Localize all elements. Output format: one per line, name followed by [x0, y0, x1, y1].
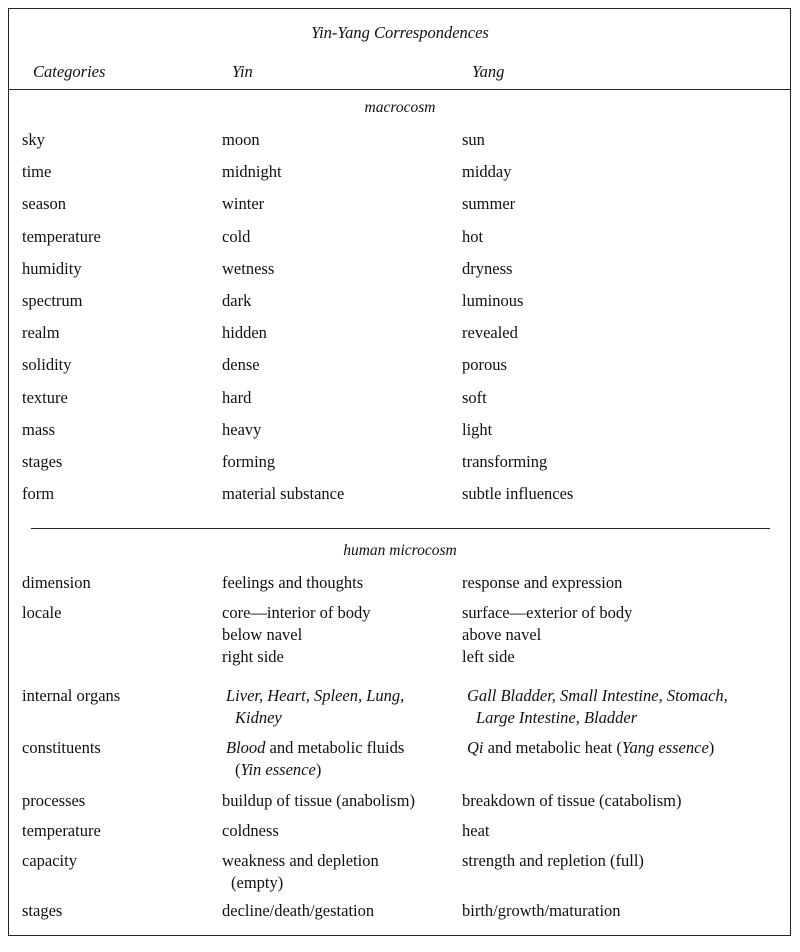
yang-cell: Qi and metabolic heat (Yang essence) [467, 738, 715, 757]
yin-line: (empty) [231, 873, 284, 892]
yin-cell: heavy [222, 419, 262, 439]
yin-cell: hard [222, 387, 252, 407]
yang-cell: light [462, 419, 493, 439]
yin-line: right side [222, 647, 284, 666]
yin-cell: hidden [222, 323, 267, 343]
yang-cell [462, 602, 632, 668]
section-rule [31, 528, 770, 529]
yin-cell: forming [222, 452, 276, 471]
header-yang: Yang [472, 62, 505, 81]
category-cell: mass [22, 419, 55, 439]
category-cell: sky [22, 130, 45, 149]
yin-cell [222, 850, 379, 894]
yang-cell: heat [462, 821, 490, 840]
yin-cell: winter [222, 194, 265, 214]
header-rule [9, 89, 790, 90]
category-cell: processes [22, 791, 86, 810]
yang-cell: midday [462, 162, 512, 182]
category-cell: temperature [22, 226, 101, 246]
category-cell: capacity [22, 851, 77, 870]
category-cell: form [22, 484, 55, 504]
header-categories: Categories [33, 62, 106, 81]
yang-cell: porous [462, 355, 507, 375]
category-cell: constituents [22, 738, 101, 757]
yin-line: core—interior of body [222, 603, 371, 622]
table-title: Yin-Yang Correspondences [311, 23, 489, 42]
yin-cell: cold [222, 226, 251, 246]
yin-cell [222, 602, 370, 668]
yang-line: left side [462, 647, 515, 666]
category-cell: solidity [22, 355, 72, 375]
category-cell: time [22, 162, 52, 182]
yin-cell: wetness [222, 258, 275, 278]
yang-cell: strength and repletion (full) [462, 851, 644, 870]
yin-cell: moon [222, 130, 260, 149]
yin-cell: decline/death/gestation [222, 901, 375, 920]
header-yin: Yin [232, 62, 253, 81]
yin-cell: buildup of tissue (anabolism) [222, 791, 415, 810]
section-macrocosm: macrocosm [364, 99, 436, 116]
yang-line: Large Intestine, Bladder [476, 708, 638, 727]
category-cell: stages [22, 452, 63, 471]
yin-cell: midnight [222, 162, 282, 182]
yang-cell: response and expression [462, 573, 623, 592]
yang-cell: dryness [462, 258, 513, 278]
yang-cell: hot [462, 226, 484, 246]
yang-cell: sun [462, 130, 485, 149]
category-cell: spectrum [22, 291, 83, 310]
category-cell: realm [22, 323, 60, 343]
yin-cell: dense [222, 355, 260, 375]
yang-cell: revealed [462, 323, 518, 343]
yang-cell: luminous [462, 291, 524, 310]
yin-cell [226, 685, 404, 729]
yang-cell: birth/growth/maturation [462, 901, 621, 920]
yang-cell: summer [462, 194, 516, 214]
yin-line: Kidney [235, 708, 282, 727]
yin-line: Liver, Heart, Spleen, Lung, [226, 686, 405, 705]
yin-cell: dark [222, 291, 252, 310]
category-cell: texture [22, 387, 68, 407]
category-cell: humidity [22, 258, 82, 278]
category-cell: temperature [22, 821, 101, 840]
yin-line: Blood and metabolic fluids [226, 738, 405, 757]
yang-cell: subtle influences [462, 484, 574, 504]
section-human-microcosm: human microcosm [343, 542, 457, 559]
yang-line: Gall Bladder, Small Intestine, Stomach, [467, 686, 728, 705]
yin-cell: material substance [222, 484, 345, 504]
category-cell: season [22, 194, 66, 214]
category-cell: stages [22, 901, 63, 920]
yang-cell: breakdown of tissue (catabolism) [462, 791, 682, 810]
yang-cell: soft [462, 387, 487, 407]
yin-line: weakness and depletion [222, 851, 379, 870]
category-cell: dimension [22, 573, 91, 592]
yin-cell [226, 737, 404, 781]
yang-line: above navel [462, 625, 542, 644]
yang-cell: transforming [462, 452, 548, 471]
yin-line: below navel [222, 625, 303, 644]
yang-line: surface—exterior of body [462, 603, 633, 622]
yin-cell: feelings and thoughts [222, 573, 364, 592]
yin-cell: coldness [222, 821, 279, 840]
category-cell: locale [22, 603, 62, 622]
yin-line: (Yin essence) [235, 760, 322, 779]
category-cell: internal organs [22, 686, 121, 705]
yang-cell [467, 685, 728, 729]
